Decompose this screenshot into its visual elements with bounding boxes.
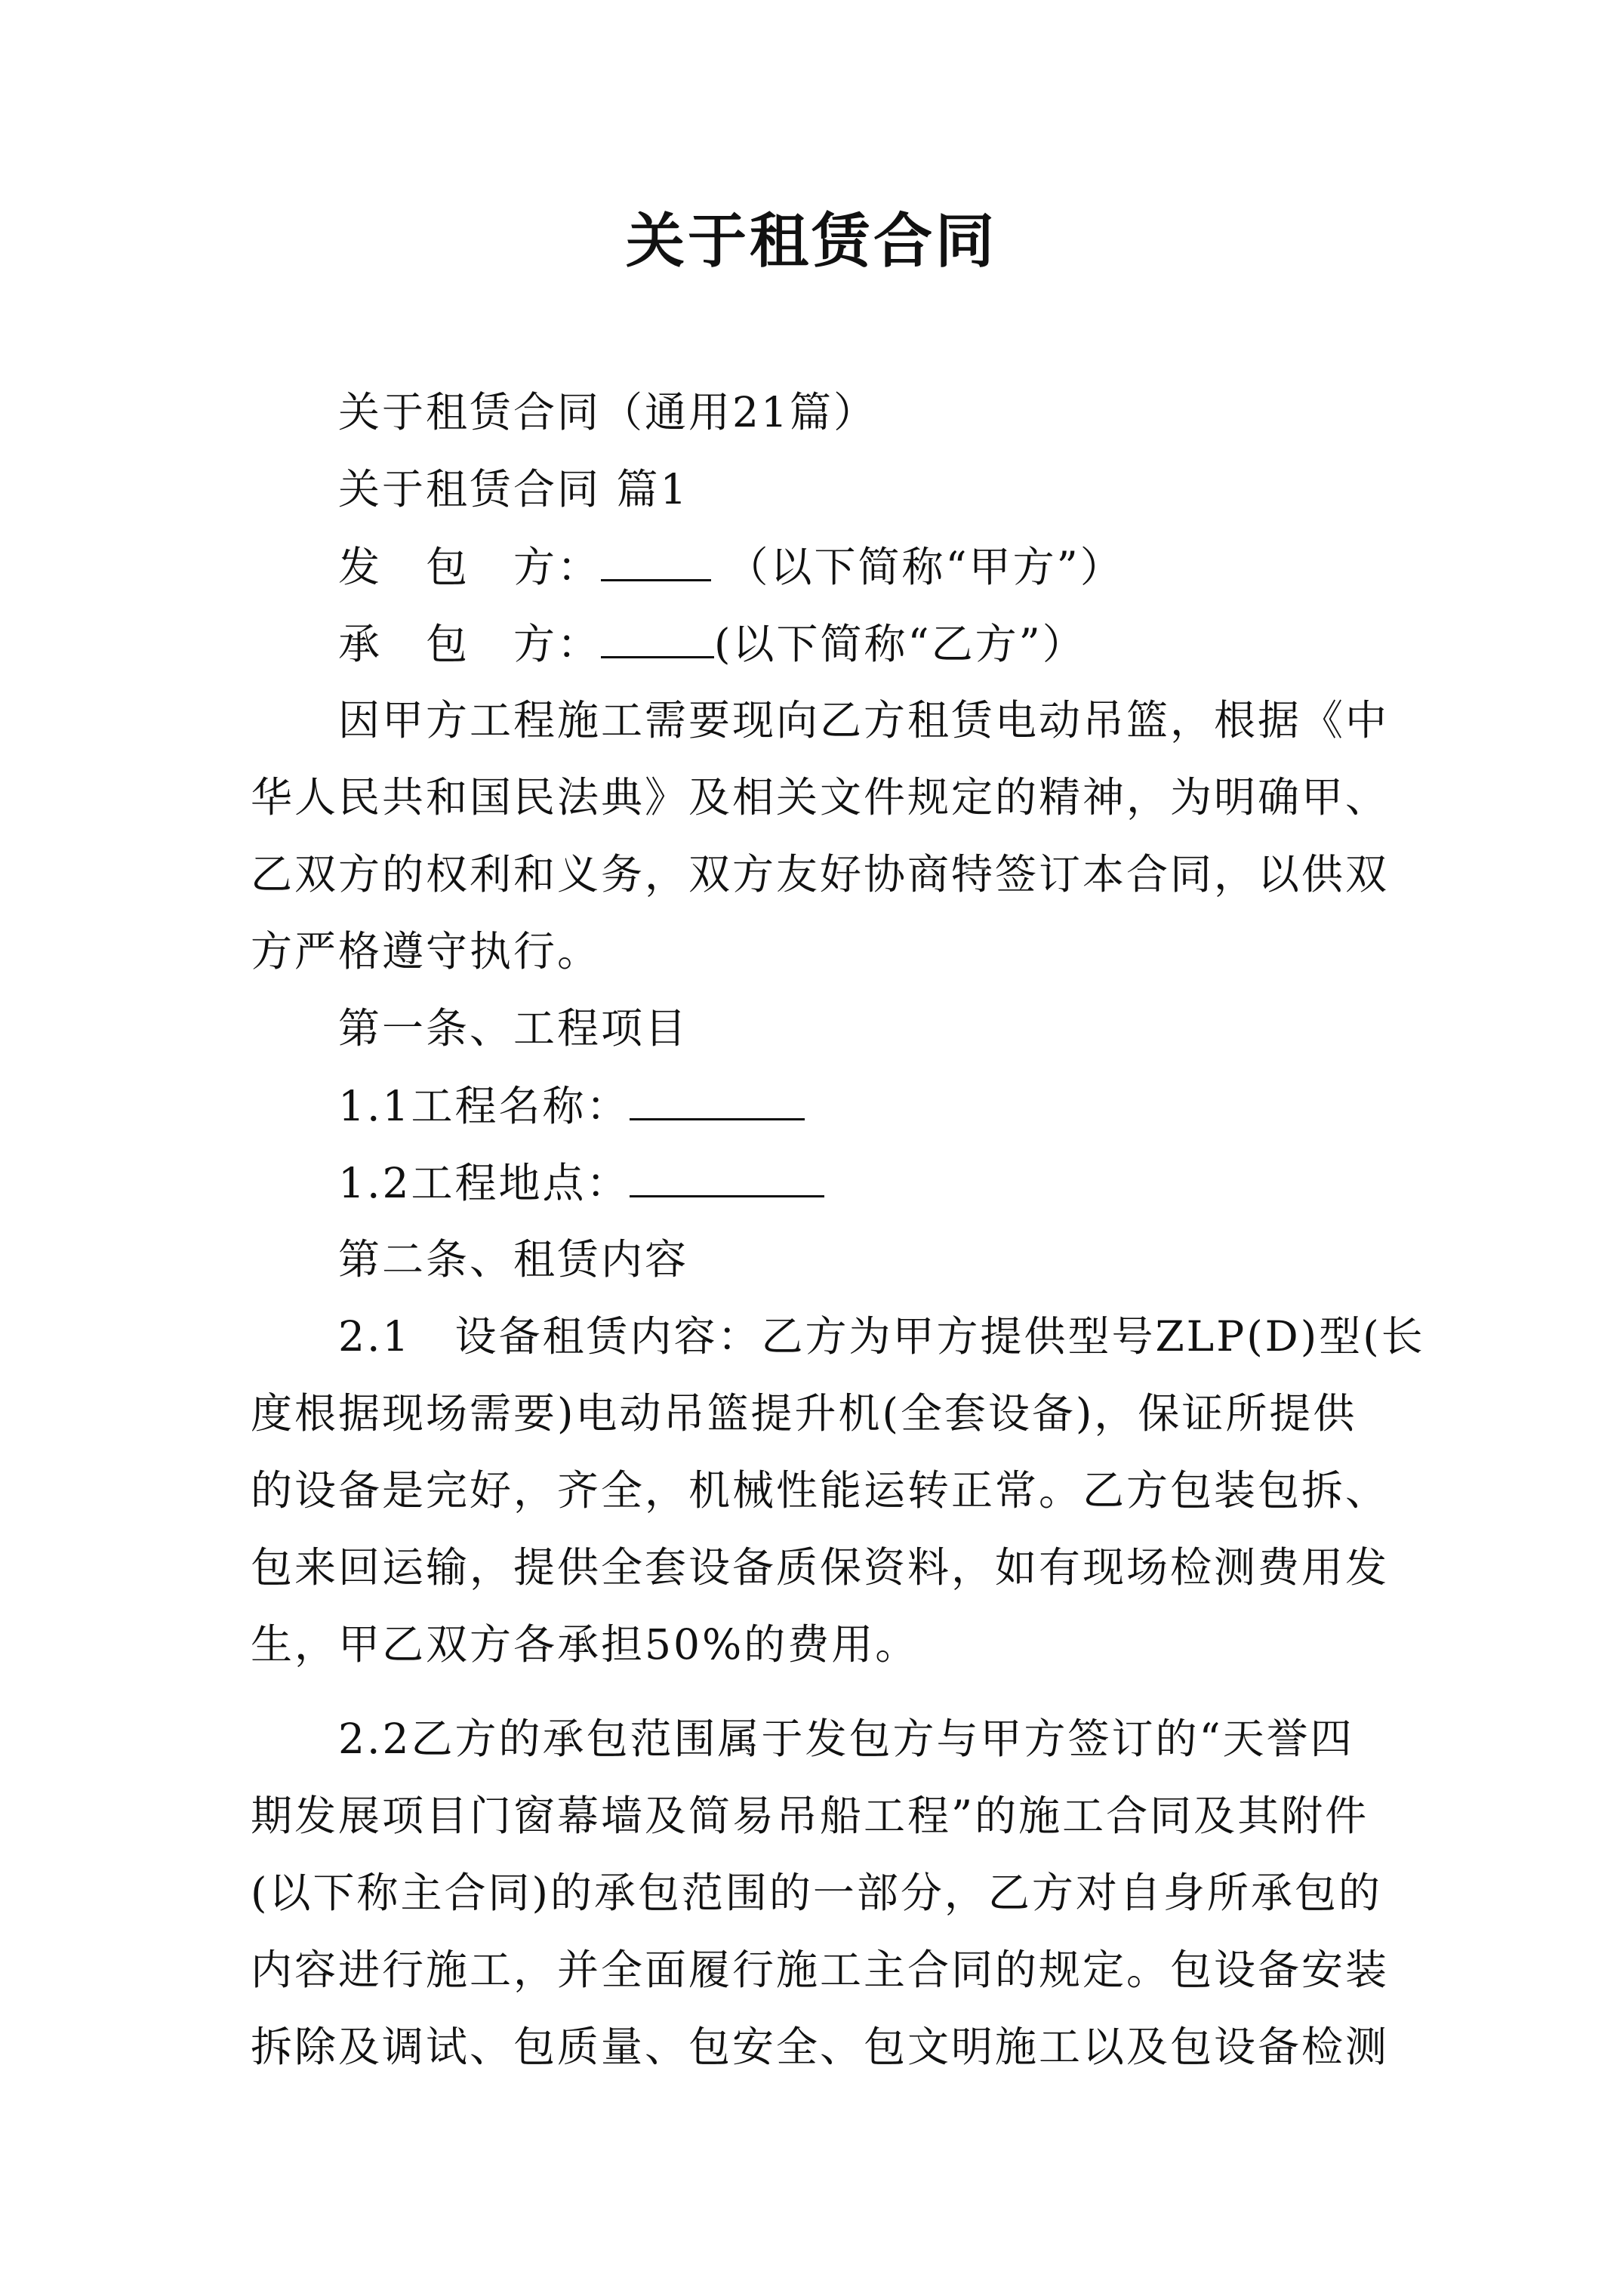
- party-a-note: （以下简称“甲方”）: [711, 543, 1124, 591]
- party-b-blank: [601, 617, 714, 658]
- intro-line: 方严格遵守执行。: [251, 927, 602, 975]
- project-location-line: [338, 1156, 824, 1210]
- clause-2-2-line: 期发展项目门窗幕墙及简易吊船工程”的施工合同及其附件: [251, 1792, 1369, 1840]
- intro-line: 华人民共和国民法典》及相关文件规定的精神，为明确甲、: [251, 773, 1390, 821]
- intro-line: 因甲方工程施工需要现向乙方租赁电动吊篮，根据《中: [338, 696, 1390, 744]
- party-a-blank: [601, 540, 711, 581]
- article1-heading: 第一条、工程项目: [338, 1004, 689, 1052]
- party-a-line: [338, 540, 1124, 593]
- project-name-line: [338, 1079, 805, 1133]
- clause-2-2-line: 内容进行施工，并全面履行施工主合同的规定。包设备安装: [251, 1946, 1390, 1994]
- party-b-line: [338, 617, 1086, 670]
- project-name-label: 1.1工程名称：: [338, 1082, 630, 1130]
- intro-line: 乙双方的权利和义务，双方友好协商特签订本合同，以供双: [251, 850, 1390, 898]
- clause-2-1-line: 生，甲乙双方各承担50%的费用。: [251, 1620, 919, 1669]
- document-title: 关于租赁合同: [625, 207, 997, 276]
- project-name-blank: [630, 1079, 805, 1120]
- article2-heading: 第二条、租赁内容: [338, 1235, 689, 1284]
- clause-2-1-line: 包来回运输，提供全套设备质保资料，如有现场检测费用发: [251, 1543, 1390, 1592]
- clause-2-1-line: 度根据现场需要)电动吊篮提升机(全套设备)，保证所提供: [251, 1389, 1357, 1438]
- clause-2-1-line: 的设备是完好，齐全，机械性能运转正常。乙方包装包拆、: [251, 1466, 1390, 1515]
- document-subtitle: 关于租赁合同（通用21篇）: [338, 388, 877, 436]
- clause-2-2-line: (以下称主合同)的承包范围的一部分，乙方对自身所承包的: [251, 1869, 1382, 1917]
- project-location-label: 1.2工程地点：: [338, 1159, 630, 1207]
- clause-2-2-line: 2.2乙方的承包范围属于发包方与甲方签订的“天誉四: [338, 1715, 1354, 1763]
- clause-2-1-line: 2.1 设备租赁内容：乙方为甲方提供型号ZLP(D)型(长: [338, 1312, 1425, 1361]
- party-b-label: 承 包 方：: [338, 620, 602, 668]
- party-b-note: (以下简称“乙方”）: [714, 620, 1086, 668]
- party-a-label: 发 包 方：: [338, 543, 602, 591]
- chapter-heading: 关于租赁合同 篇1: [338, 465, 689, 513]
- project-location-blank: [630, 1156, 824, 1197]
- clause-2-2-line: 拆除及调试、包质量、包安全、包文明施工以及包设备检测: [251, 2023, 1390, 2071]
